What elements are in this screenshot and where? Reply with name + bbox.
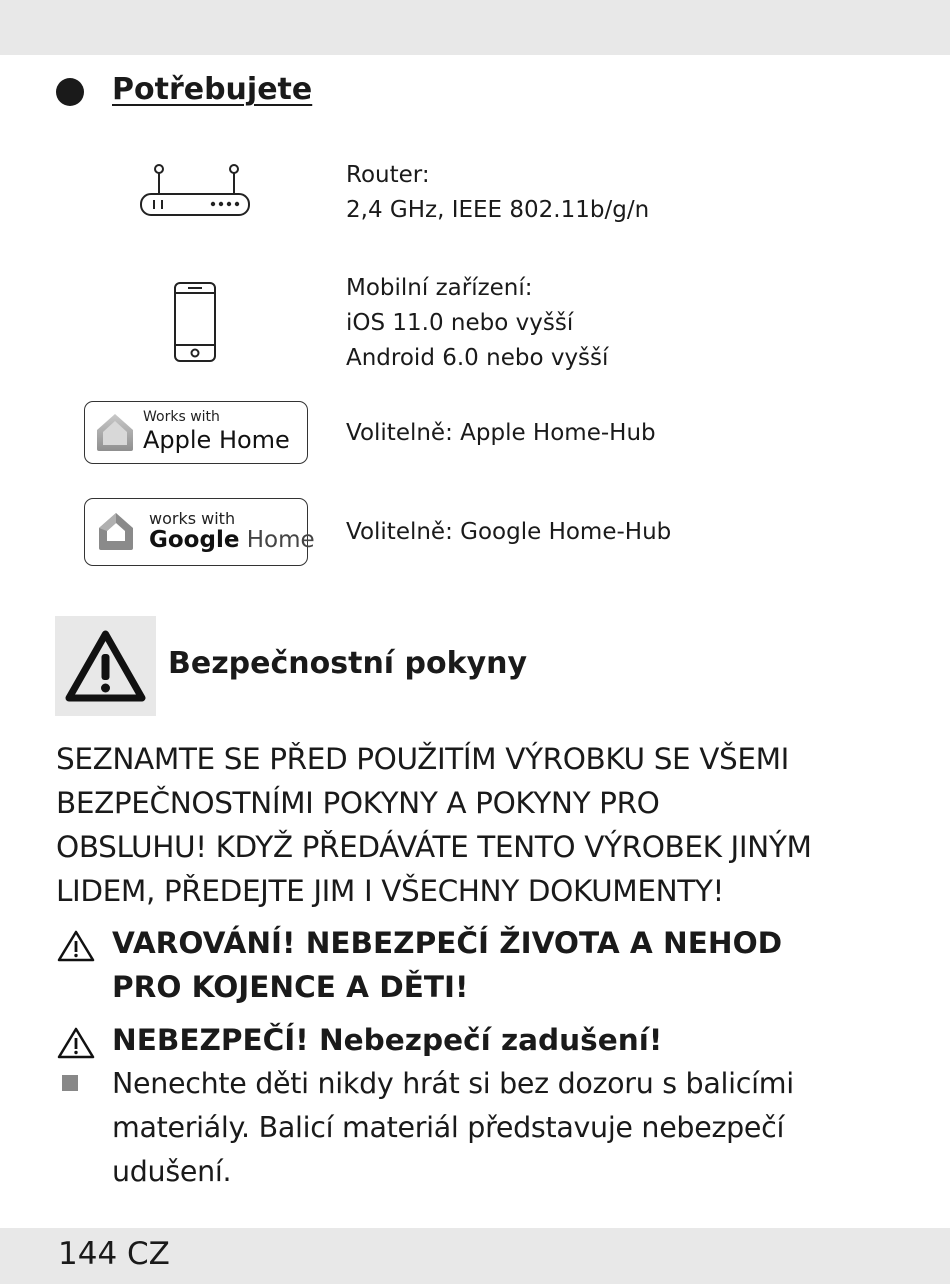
safety-title: Bezpečnostní pokyny: [168, 646, 528, 681]
works-with-apple-home-badge: [84, 401, 308, 464]
apple-badge-big-text: Apple Home: [143, 426, 290, 454]
google-badge-brand: Google: [149, 527, 240, 553]
google-hub-label: Volitelně: Google Home-Hub: [346, 519, 672, 545]
section-bullet: [56, 78, 84, 106]
apple-badge-small-text: Works with: [143, 409, 220, 425]
safety-intro-paragraph: [56, 737, 916, 913]
bullet-line: Nenechte děti nikdy hrát si bez dozoru s balicími: [112, 1067, 794, 1100]
google-badge-small-text: works with: [149, 509, 236, 528]
bullet-paragraph: [112, 1062, 794, 1194]
section-title: Potřebujete: [112, 72, 313, 107]
google-hub-text: [346, 515, 671, 550]
apple-home-icon: [94, 411, 136, 453]
router-spec: 2,4 GHz, IEEE 802.11b/g/n: [346, 197, 650, 223]
mobile-android: Android 6.0 nebo vyšší: [346, 345, 609, 371]
apple-hub-label: Volitelně: Apple Home-Hub: [346, 420, 656, 446]
safety-intro-line: LIDEM, PŘEDEJTE JIM I VŠECHNY DOKUMENTY!: [56, 874, 724, 908]
warning-life-line2: PRO KOJENCE A DĚTI!: [112, 970, 469, 1004]
smartphone-icon: [173, 281, 217, 363]
square-bullet: [62, 1075, 78, 1091]
google-badge-big-text: [149, 527, 315, 553]
works-with-google-home-badge: [84, 498, 315, 566]
warning-sign-box: [55, 616, 156, 716]
safety-intro-line: OBSLUHU! KDYŽ PŘEDÁVÁTE TENTO VÝROBEK JINÝM: [56, 830, 812, 864]
safety-intro-line: SEZNAMTE SE PŘED POUŽITÍM VÝROBKU SE VŠEMI: [56, 742, 789, 776]
router-requirements: [346, 158, 649, 228]
router-icon: [138, 162, 252, 220]
safety-intro-line: BEZPEČNOSTNÍMI POKYNY A POKYNY PRO: [56, 786, 660, 820]
google-home-icon: [96, 510, 136, 552]
bullet-line: udušení.: [112, 1155, 232, 1188]
warning-icon: [56, 929, 96, 963]
warning-triangle-icon: [65, 630, 146, 702]
mobile-ios: iOS 11.0 nebo vyšší: [346, 310, 574, 336]
warning-life-line1: VAROVÁNÍ! NEBEZPEČÍ ŽIVOTA A NEHOD: [112, 926, 783, 960]
router-label: Router:: [346, 162, 430, 188]
header-band: [0, 0, 950, 55]
mobile-requirements: [346, 271, 608, 376]
warning-icon: [56, 1026, 96, 1060]
apple-hub-text: [346, 416, 656, 451]
mobile-label: Mobilní zařízení:: [346, 275, 533, 301]
google-badge-home: Home: [246, 527, 315, 553]
page-number: 144 CZ: [58, 1236, 170, 1272]
bullet-line: materiály. Balicí materiál představuje nebezpečí: [112, 1111, 785, 1144]
warning-suffocation-text: NEBEZPEČÍ! Nebezpečí zadušení!: [112, 1023, 663, 1057]
